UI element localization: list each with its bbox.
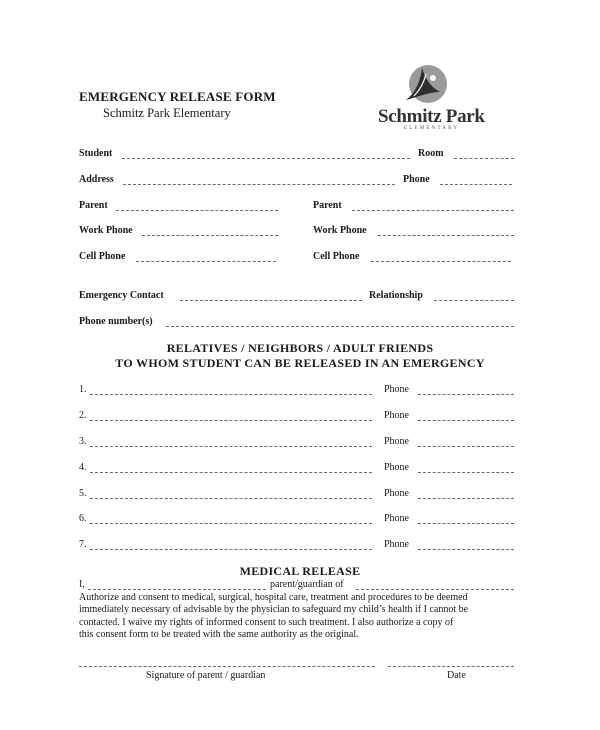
date-field[interactable] <box>388 666 514 667</box>
relative-phone-field-6[interactable] <box>418 523 514 524</box>
parent-2-label: Parent <box>313 200 342 211</box>
relationship-label: Relationship <box>369 290 423 301</box>
leaf-icon <box>400 62 448 106</box>
medical-consent-text <box>79 592 519 641</box>
school-logo <box>378 62 492 132</box>
relative-name-field-5[interactable] <box>90 498 372 499</box>
work-phone-1-field[interactable] <box>142 235 278 236</box>
relative-row-number: 6. <box>79 513 87 524</box>
consent-line-3: contacted. I waive my rights of informed consent to such treatment. I also authorize a copy of <box>79 616 454 628</box>
consent-line-4: this consent form to be treated with the same authority as the original. <box>79 628 359 640</box>
cell-phone-2-field[interactable] <box>371 261 511 262</box>
school-name: Schmitz Park Elementary <box>103 106 231 120</box>
student-field[interactable] <box>122 158 410 159</box>
guardian-of-label: parent/guardian of <box>270 579 344 590</box>
relatives-subheading: TO WHOM STUDENT CAN BE RELEASED IN AN EMERGENCY <box>115 356 485 370</box>
relatives-heading: RELATIVES / NEIGHBORS / ADULT FRIENDS <box>166 341 434 355</box>
relative-name-field-3[interactable] <box>90 446 372 447</box>
form-title: EMERGENCY RELEASE FORM <box>79 89 276 104</box>
relative-phone-field-2[interactable] <box>418 420 514 421</box>
consent-line-2: immediately necessary of advisable by the physician to safeguard my child’s health if I cannot be <box>79 604 469 616</box>
emergency-contact-label: Emergency Contact <box>79 290 164 301</box>
room-field[interactable] <box>454 158 514 159</box>
relative-row-number: 5. <box>79 488 87 499</box>
parent-1-label: Parent <box>79 200 108 211</box>
relative-phone-label: Phone <box>384 513 409 524</box>
work-phone-1-label: Work Phone <box>79 225 133 236</box>
medical-release-heading: MEDICAL RELEASE <box>239 564 361 578</box>
address-field[interactable] <box>123 184 395 185</box>
parent-2-field[interactable] <box>352 210 514 211</box>
parent-1-field[interactable] <box>116 210 278 211</box>
relative-phone-field-3[interactable] <box>418 446 514 447</box>
cell-phone-1-label: Cell Phone <box>79 251 126 262</box>
guardian-name-field[interactable] <box>88 589 266 590</box>
phone-numbers-label: Phone number(s) <box>79 316 153 327</box>
relative-phone-field-5[interactable] <box>418 498 514 499</box>
phone-numbers-field[interactable] <box>166 326 514 327</box>
relative-phone-label: Phone <box>384 436 409 447</box>
relative-phone-label: Phone <box>384 462 409 473</box>
consent-line-1: Authorize and consent to medical, surgical, hospital care, treatment and procedures to be deemed <box>79 592 468 603</box>
child-name-field[interactable] <box>356 589 514 590</box>
relative-phone-label: Phone <box>384 384 409 395</box>
relative-phone-label: Phone <box>384 488 409 499</box>
relative-row-number: 3. <box>79 436 87 447</box>
work-phone-2-field[interactable] <box>378 235 514 236</box>
relative-name-field-4[interactable] <box>90 472 372 473</box>
relative-name-field-2[interactable] <box>90 420 372 421</box>
relative-phone-label: Phone <box>384 410 409 421</box>
medical-i-label: I, <box>79 579 85 590</box>
student-label: Student <box>79 148 113 159</box>
address-label: Address <box>79 174 114 185</box>
relative-phone-field-7[interactable] <box>418 549 514 550</box>
relative-phone-label: Phone <box>384 539 409 550</box>
relative-row-number: 4. <box>79 462 87 473</box>
relationship-field[interactable] <box>434 300 514 301</box>
date-label: Date <box>447 670 466 681</box>
relative-row-number: 1. <box>79 384 87 395</box>
cell-phone-2-label: Cell Phone <box>313 251 360 262</box>
relative-name-field-6[interactable] <box>90 523 372 524</box>
signature-label: Signature of parent / guardian <box>146 670 266 681</box>
emergency-contact-field[interactable] <box>180 300 362 301</box>
logo-text: Schmitz Park <box>378 106 485 127</box>
room-label: Room <box>418 148 444 159</box>
relative-row-number: 2. <box>79 410 87 421</box>
logo-subtext: ELEMENTARY <box>404 126 460 131</box>
home-phone-field[interactable] <box>440 184 512 185</box>
relative-name-field-7[interactable] <box>90 549 372 550</box>
relative-name-field-1[interactable] <box>90 394 372 395</box>
cell-phone-1-field[interactable] <box>136 261 276 262</box>
relative-row-number: 7. <box>79 539 87 550</box>
phone-label: Phone <box>403 174 430 185</box>
work-phone-2-label: Work Phone <box>313 225 367 236</box>
relative-phone-field-4[interactable] <box>418 472 514 473</box>
relative-phone-field-1[interactable] <box>418 394 514 395</box>
signature-field[interactable] <box>79 666 375 667</box>
